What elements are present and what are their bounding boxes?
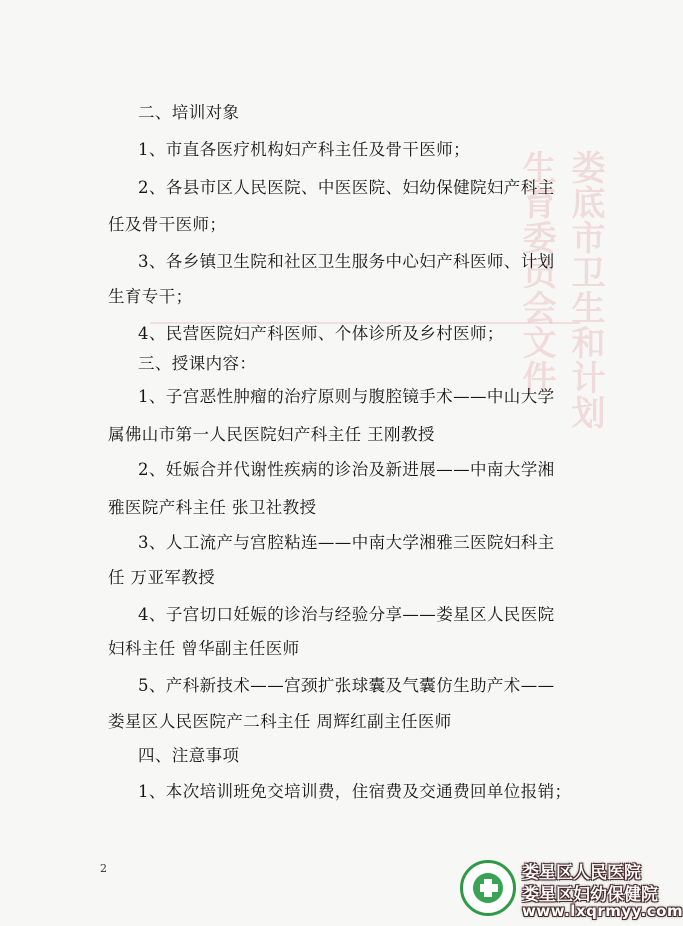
text-line: 4、民营医院妇产科医师、个体诊所及乡村医师； bbox=[138, 324, 504, 343]
text-line: 属佛山市第一人民医院妇产科主任 王刚教授 bbox=[108, 425, 435, 444]
text-line: 4、子宫切口妊娠的诊治与经验分享——娄星区人民医院 bbox=[138, 605, 555, 624]
text-line: 3、人工流产与宫腔粘连——中南大学湘雅三医院妇科主 bbox=[138, 533, 555, 552]
text-line: 3、各乡镇卫生院和社区卫生服务中心妇产科医师、计划 bbox=[138, 252, 555, 271]
text-line: 2、妊娠合并代谢性疾病的诊治及新进展——中南大学湘 bbox=[138, 460, 555, 479]
text-line: 妇科主任 曾华副主任医师 bbox=[108, 639, 300, 658]
text-line: 任 万亚军教授 bbox=[108, 568, 216, 587]
watermark-line-2: 娄星区妇幼保健院 bbox=[522, 885, 658, 905]
hospital-logo-icon bbox=[460, 860, 516, 916]
text-line: 任及骨干医师； bbox=[108, 215, 227, 234]
text-line: 2、各县市区人民医院、中医医院、妇幼保健院妇产科主 bbox=[138, 178, 555, 197]
watermark-url: www.lxqrmyy.com bbox=[522, 902, 683, 920]
section-heading-course-content: 三、授课内容： bbox=[138, 354, 257, 373]
bleed-through-header: 娄底市卫生和计划生育委员会文件 bbox=[516, 150, 605, 430]
text-line: 娄星区人民医院产二科主任 周辉红副主任医师 bbox=[108, 712, 452, 731]
text-line: 1、市直各医疗机构妇产科主任及骨干医师； bbox=[138, 140, 470, 159]
page-number: 2 bbox=[100, 862, 107, 875]
hospital-watermark bbox=[456, 854, 683, 922]
text-line: 生育专干； bbox=[108, 287, 193, 306]
section-heading-notes: 四、注意事项 bbox=[138, 746, 240, 765]
text-line: 5、产科新技术——宫颈扩张球囊及气囊仿生助产术—— bbox=[138, 676, 555, 695]
watermark-line-1: 娄星区人民医院 bbox=[522, 863, 641, 883]
section-heading-training-targets: 二、培训对象 bbox=[138, 103, 240, 122]
text-line: 雅医院产科主任 张卫社教授 bbox=[108, 498, 317, 517]
text-line: 1、子宫恶性肿瘤的治疗原则与腹腔镜手术——中山大学 bbox=[138, 387, 555, 406]
text-line: 1、本次培训班免交培训费，住宿费及交通费回单位报销； bbox=[138, 782, 572, 801]
